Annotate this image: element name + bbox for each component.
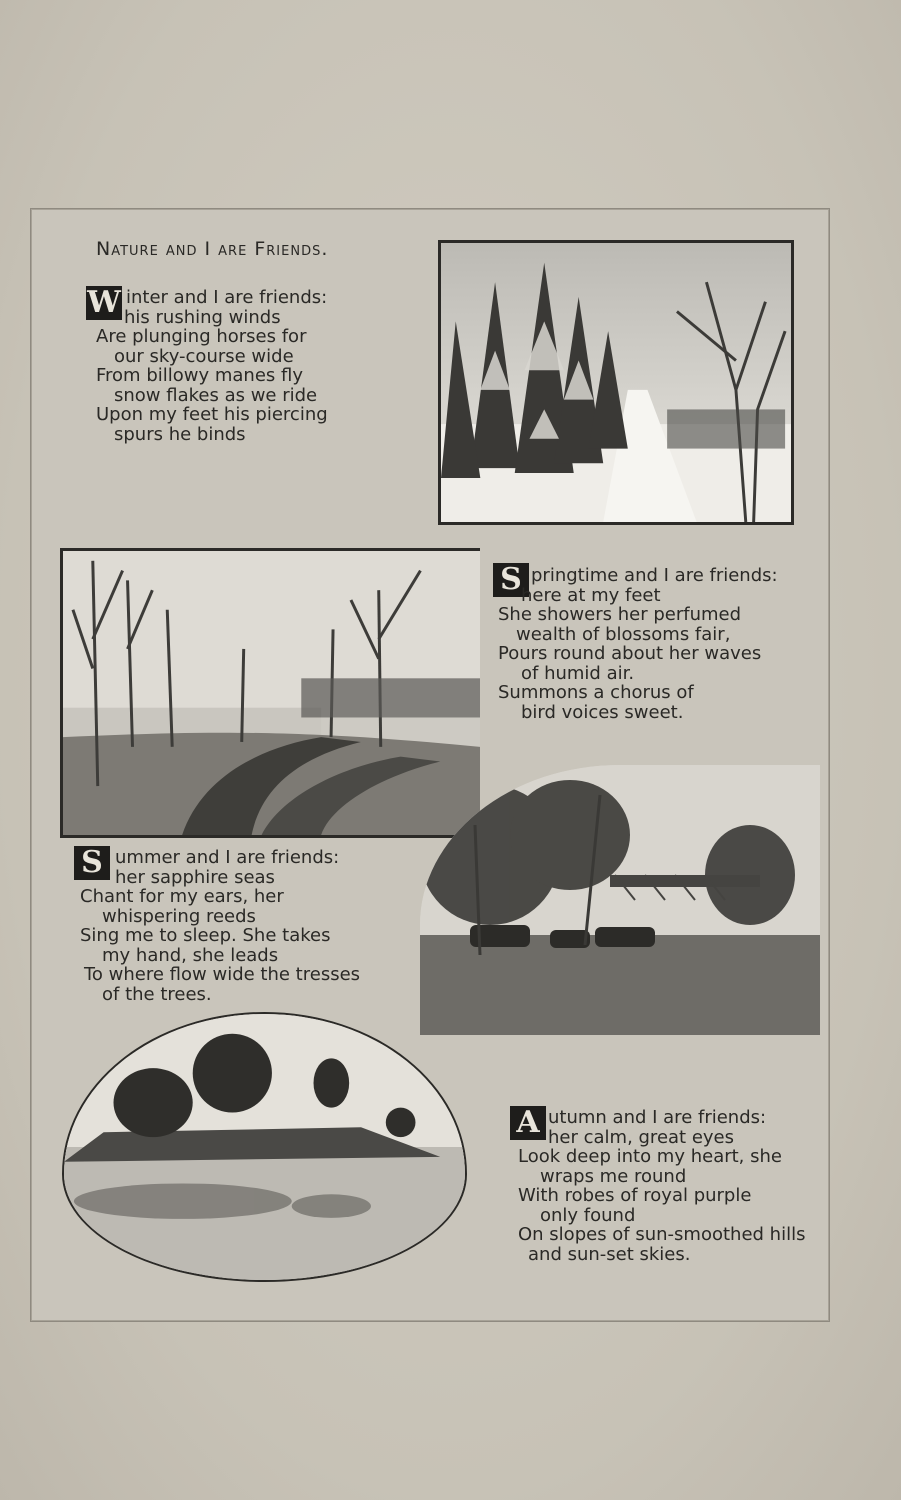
verse-line: inter and I are friends:	[126, 287, 328, 308]
lake-road-photo	[60, 548, 480, 838]
autumn-verse	[518, 1108, 805, 1264]
verse-line: spurs he binds	[114, 423, 246, 445]
verse-line: her sapphire seas	[115, 866, 275, 888]
verse-line: With robes of royal purple	[518, 1185, 752, 1206]
spring-verse	[498, 566, 778, 722]
verse-line: wraps me round	[540, 1165, 687, 1187]
page-title: Nature and I are Friends.	[96, 238, 329, 260]
verse-line: Summons a chorus of	[498, 682, 694, 703]
verse-line: From billowy manes fly	[96, 365, 303, 386]
verse-line: of the trees.	[102, 983, 212, 1005]
verse-line: ummer and I are friends:	[115, 847, 340, 868]
winter-verse	[96, 288, 328, 444]
verse-line: She showers her perfumed	[498, 604, 742, 625]
verse-line: here at my feet	[521, 584, 661, 606]
verse-line: snow flakes as we ride	[114, 384, 318, 406]
verse-line: only found	[540, 1204, 636, 1226]
verse-line: Sing me to sleep. She takes	[80, 925, 331, 946]
verse-line: Upon my feet his piercing	[96, 404, 328, 425]
verse-line: wealth of blossoms fair,	[516, 623, 731, 645]
spring-drop-cap: S	[493, 563, 529, 597]
verse-line: bird voices sweet.	[521, 701, 684, 723]
autumn-drop-cap: A	[510, 1106, 546, 1140]
verse-line: whispering reeds	[102, 905, 256, 927]
verse-line: Look deep into my heart, she	[518, 1146, 782, 1167]
verse-line: pringtime and I are friends:	[531, 565, 778, 586]
verse-line: our sky-course wide	[114, 345, 294, 367]
winter-snow-photo	[438, 240, 794, 525]
verse-line: On slopes of sun-smoothed hills	[518, 1224, 806, 1245]
verse-line: utumn and I are friends:	[548, 1107, 767, 1128]
verse-line: To where flow wide the tresses	[84, 964, 361, 985]
verse-line: and sun-set skies.	[528, 1243, 691, 1265]
summer-verse	[80, 848, 360, 1004]
verse-line: Pours round about her waves	[498, 643, 762, 664]
summer-drop-cap: S	[74, 846, 110, 880]
verse-line: my hand, she leads	[102, 944, 279, 966]
verse-line: Chant for my ears, her	[80, 886, 284, 907]
winter-drop-cap: W	[87, 285, 121, 320]
verse-line: her calm, great eyes	[548, 1126, 735, 1148]
verse-line: his rushing winds	[124, 306, 281, 328]
verse-line: of humid air.	[521, 662, 635, 684]
verse-line: Are plunging horses for	[96, 326, 307, 347]
